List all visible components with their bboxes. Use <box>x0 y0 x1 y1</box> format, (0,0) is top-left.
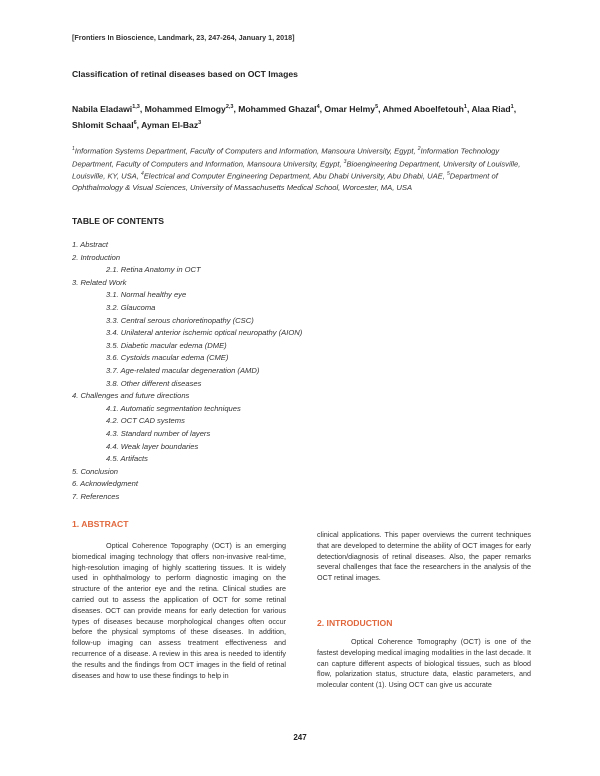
affiliation-text: Information Systems Department, Faculty of Computers and Information, Mansoura University, Egypt, <box>74 146 418 156</box>
toc-item: 3.8. Other different diseases <box>106 378 202 388</box>
toc-item: 3. Related Work <box>72 277 127 287</box>
author-list: Nabila Eladawi$^{1,3}$, Mohammed Elmogy$^{2,3}$, Mohammed Ghazal$^4$, Omar Helmy$^5$, Ahmed Aboelfetouh$^1$, Alaa Riad$^1$, Shlomit Schaal$^6$, Ayman El-Baz$^3$ <box>72 103 517 130</box>
introduction-column <box>317 637 531 691</box>
toc-item: 3.5. Diabetic macular edema (DME) <box>106 340 227 350</box>
toc-heading: TABLE OF CONTENTS <box>72 216 164 226</box>
author-name: Mohammed Elmogy <box>144 103 226 114</box>
toc-item: 4. Challenges and future directions <box>72 391 190 401</box>
affiliation-text: Electrical and Computer Engineering Department, Abu Dhabi University, Abu Dhabi, UAE, <box>143 172 447 181</box>
author-affiliation-marker: 6 <box>133 119 137 126</box>
affiliation-marker: 4 <box>140 171 144 178</box>
abstract-continued-text: clinical applications. This paper overviews the current techniques that are developed to determine the ability of OCT images for early detection/diagnosis of retinal diseases. Also, the paper remarks several challenges that face the researchers in the analysis of the OCT retinal images. <box>317 530 531 583</box>
author-affiliation-marker: 1 <box>510 104 514 110</box>
toc-item: 7. References <box>72 491 120 501</box>
toc-item: 1. Abstract <box>72 240 109 249</box>
toc-item: 4.4. Weak layer boundaries <box>106 441 199 451</box>
affiliation-marker: 5 <box>446 171 450 178</box>
affiliation-marker: 2 <box>417 146 421 152</box>
author-affiliation-marker: 1,3 <box>132 104 140 110</box>
affiliation-text: Information Technology Department, Faculty of Computers and Information, Mansoura University, Egypt, <box>72 146 500 169</box>
author-name: Nabila Eladawi <box>72 103 133 114</box>
abstract-column-right <box>317 530 531 584</box>
toc-item: 4.5. Artifacts <box>106 454 148 464</box>
author-name: Mohammed Ghazal <box>238 103 317 114</box>
author-affiliation-marker: 1 <box>463 104 467 110</box>
abstract-heading: 1. ABSTRACT <box>72 519 129 529</box>
author-affiliation-marker: 4 <box>316 104 320 110</box>
toc-item: 3.3. Central serous chorioretinopathy (CSC) <box>106 315 254 325</box>
toc-item: 2.1. Retina Anatomy in OCT <box>106 265 201 275</box>
toc-item: 3.7. Age-related macular degeneration (AMD) <box>106 365 260 375</box>
author-affiliation-marker: 2,3 <box>225 104 234 110</box>
paper-title: Classification of retinal diseases based on OCT Images <box>72 69 298 79</box>
toc-item: 3.4. Unilateral anterior ischemic optical neuropathy (AION) <box>106 328 303 338</box>
page-number: 247 <box>293 733 307 742</box>
affiliation-text: Department of Ophthalmology & Visual Sciences, University of Massachusetts Medical School, Worcester, MA, USA <box>72 172 498 193</box>
author-name: Alaa Riad <box>471 103 511 114</box>
affiliation-text: Bioengineering Department, University of Louisville, Louisville, KY, USA, <box>72 159 521 181</box>
author-name: Omar Helmy <box>324 103 376 114</box>
toc-item: 3.2. Glaucoma <box>106 302 156 312</box>
toc-item: 4.3. Standard number of layers <box>106 428 211 438</box>
introduction-heading: 2. INTRODUCTION <box>317 618 393 628</box>
author-name: Shlomit Schaal <box>72 119 134 130</box>
author-affiliation-marker: 5 <box>375 104 379 110</box>
introduction-text: Optical Coherence Tomography (OCT) is one of the fastest developing medical imaging modalities in the last decade. It can capture different aspects of biological tissues, such as blood flow, polarization status, structure data, elastic parameters, and molecular content (1). Using OCT can give us accurate <box>317 637 531 690</box>
affiliation-marker: 3 <box>343 158 347 165</box>
author-name: Ahmed Aboelfetouh <box>382 103 464 114</box>
affiliation-marker: 1 <box>72 146 75 152</box>
table-of-contents <box>72 239 302 503</box>
toc-item: 5. Conclusion <box>72 466 119 476</box>
toc-item: 3.1. Normal healthy eye <box>106 290 187 300</box>
abstract-column-left <box>72 541 286 681</box>
journal-reference: [Frontiers In Bioscience, Landmark, 23, 247-264, January 1, 2018] <box>72 33 295 42</box>
toc-item: 4.1. Automatic segmentation techniques <box>106 403 241 413</box>
toc-item: 4.2. OCT CAD systems <box>106 416 185 426</box>
affiliations <box>72 144 542 193</box>
author-name: Ayman El-Baz <box>141 119 199 130</box>
toc-item: 6. Acknowledgment <box>72 479 138 489</box>
author-affiliation-marker: 3 <box>198 119 202 126</box>
abstract-text: Optical Coherence Topography (OCT) is an emerging biomedical imaging technology that offers non-invasive real-time, high-resolution imaging of highly scattering tissues. It is widely used in ophthalmology to perform diagnostic imaging on the structure of the anterior eye and the retina. Clinical studies are carried out to assess the application of OCT for some retinal diseases. OCT can provide means for early detection for various types of diseases because morphological changes often occur before the physical symptoms of these diseases. In addition, follow-up imaging can assess treatment effectiveness and recurrence of a disease. A review in this area is needed to identify the results and the findings from OCT images in the field of retinal diseases and how to use these findings to help in <box>72 541 286 680</box>
toc-item: 3.6. Cystoids macular edema (CME) <box>106 353 229 363</box>
toc-item: 2. Introduction <box>72 252 121 262</box>
